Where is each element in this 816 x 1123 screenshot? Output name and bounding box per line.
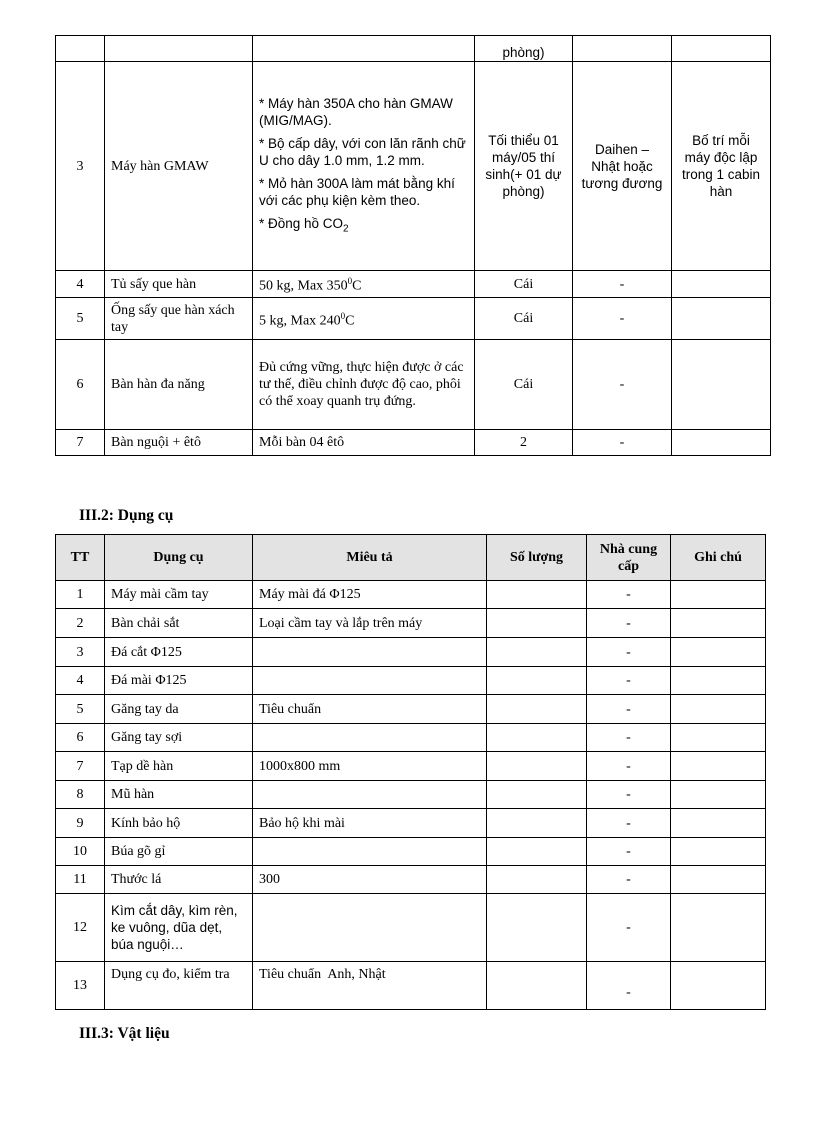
item-desc: Đủ cứng vững, thực hiện được ở các tư thế, điều chỉnh được độ cao, phôi có thể xoay quanh trụ đứng. — [253, 340, 475, 430]
col-header: Dụng cụ — [105, 535, 253, 581]
qty-cell: 2 — [475, 430, 573, 456]
table-row — [56, 62, 771, 271]
table-row: 11 Thước lá 300 - — [56, 866, 766, 894]
table-row — [56, 340, 771, 430]
desc-line — [259, 215, 468, 238]
qty-cell: Cái — [475, 298, 573, 340]
table-row: 7 Tạp dề hàn 1000x800 mm - — [56, 752, 766, 781]
table-row: 13 Dụng cụ đo, kiểm tra Tiêu chuẩn Anh, Nhật - — [56, 962, 766, 1010]
supplier-cell: - — [573, 430, 672, 456]
item-name: Bàn nguội + êtô — [105, 430, 253, 456]
supplier-cell: - — [573, 340, 672, 430]
section-heading: III.3: Vật liệu — [79, 1025, 170, 1042]
table-row: 10 Búa gõ gỉ - — [56, 838, 766, 866]
item-desc: 50 kg, Max $350^0C$ — [253, 271, 475, 298]
item-desc — [253, 62, 475, 271]
table-header-row — [56, 535, 766, 581]
note-cell: Bố trí mỗi máy độc lập trong 1 cabin hàn — [672, 62, 771, 271]
supplier-cell: - — [573, 298, 672, 340]
row-number: 3 — [56, 62, 105, 271]
table-row: 8 Mũ hàn - — [56, 781, 766, 809]
item-name: Ống sấy que hàn xách tay — [105, 298, 253, 340]
table-row — [56, 298, 771, 340]
table-row: 4 Đá mài Φ125 - — [56, 667, 766, 695]
table-row: 2 Bàn chải sắt Loại cầm tay và lắp trên máy - — [56, 609, 766, 638]
table-row: 3 Đá cắt Φ125 - — [56, 638, 766, 667]
qty-cell: Tối thiểu 01 máy/05 thí sinh(+ 01 dự phòng) — [475, 62, 573, 271]
tools-table — [55, 534, 766, 1010]
table-row: 5 Găng tay da Tiêu chuẩn - — [56, 695, 766, 724]
item-name: Bàn hàn đa năng — [105, 340, 253, 430]
co2-sub: 2 — [343, 223, 349, 235]
row-number: 6 — [56, 340, 105, 430]
supplier-cell: - — [573, 271, 672, 298]
desc-line: * Bộ cấp dây, với con lăn rãnh chữ U cho dây 1.0 mm, 1.2 mm. — [259, 135, 466, 168]
col-header: Số lượng — [487, 535, 587, 581]
row-number: 4 — [56, 271, 105, 298]
co2-label: * Đồng hồ CO — [259, 215, 344, 231]
item-desc: Mỗi bàn 04 êtô — [253, 430, 475, 456]
col-header: Miêu tả — [253, 535, 487, 581]
qty-cell: phòng) — [475, 36, 573, 62]
row-number: 7 — [56, 430, 105, 456]
table-row: 1 Máy mài cầm tay Máy mài đá Φ125 - — [56, 581, 766, 609]
col-header: TT — [56, 535, 105, 581]
table-row: 12 Kìm cắt dây, kìm rèn, ke vuông, dũa dẹt, búa nguội… - — [56, 894, 766, 962]
table-row: 6 Găng tay sợi - — [56, 724, 766, 752]
col-header: Nhà cung cấp — [587, 535, 671, 581]
qty-cell: Cái — [475, 271, 573, 298]
item-desc: 5 kg, Max $240^0C$ — [253, 298, 475, 340]
table-row — [56, 430, 771, 456]
table-row: 9 Kính bảo hộ Bảo hộ khi mài - — [56, 809, 766, 838]
equipment-table — [55, 35, 771, 456]
item-name: Máy hàn GMAW — [105, 62, 253, 271]
supplier-cell: Daihen – Nhật hoặc tương đương — [573, 62, 672, 271]
col-header: Ghi chú — [671, 535, 766, 581]
row-number: 5 — [56, 298, 105, 340]
table-row — [56, 271, 771, 298]
qty-cell: Cái — [475, 340, 573, 430]
section-heading: III.2: Dụng cụ — [79, 507, 174, 524]
item-name: Tủ sấy que hàn — [105, 271, 253, 298]
desc-line: * Máy hàn 350A cho hàn GMAW (MIG/MAG). — [259, 95, 453, 128]
desc-line: * Mỏ hàn 300A làm mát bằng khí với các phụ kiện kèm theo. — [259, 175, 455, 208]
table-row — [56, 36, 771, 62]
